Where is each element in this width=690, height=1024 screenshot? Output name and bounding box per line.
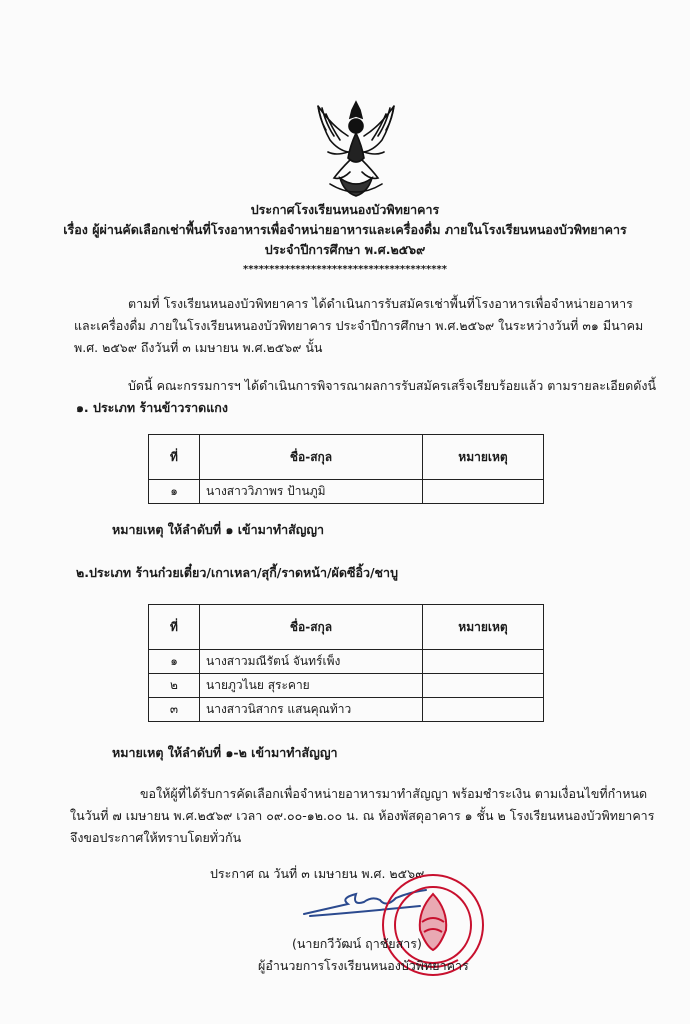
table-row xyxy=(149,480,544,504)
row-name: นายภูวไนย สุระคาย xyxy=(200,674,423,698)
closing-line-3: จึงขอประกาศให้ทราบโดยทั่วกัน xyxy=(70,830,242,845)
section-2-table xyxy=(148,604,544,722)
row-name: นางสาวมณีรัตน์ จันทร์เพ็ง xyxy=(200,650,423,674)
column-header-note: หมายเหตุ xyxy=(423,605,544,650)
section-1-heading: ๑. ประเภท ร้านข้าวราดแกง xyxy=(76,400,228,415)
column-header-name: ชื่อ-สกุล xyxy=(200,435,423,480)
section-2-heading: ๒.ประเภท ร้านก๋วยเตี๋ยว/เกาเหลา/สุกี้/ราดหน้า/ผัดซีอิ้ว/ชาบู xyxy=(76,565,398,580)
section-2-remark-text: หมายเหตุ ให้ลำดับที่ ๑-๒ เข้ามาทำสัญญา xyxy=(112,745,338,760)
row-note xyxy=(423,674,544,698)
closing-line-1: ขอให้ผู้ที่ได้รับการคัดเลือกเพื่อจำหน่ายอาหารมาทำสัญญา พร้อมชำระเงิน ตามเงื่อนไขที่กำหนด xyxy=(140,786,648,801)
section-2-remark xyxy=(112,745,338,761)
announcement-subject: เรื่อง ผู้ผ่านคัดเลือกเช่าพื้นที่โรงอาหารเพื่อจำหน่ายอาหารและเครื่องดื่ม ภายในโรงเรียนหนองบัวพิทยาคาร xyxy=(63,222,627,237)
row-no: ๑ xyxy=(149,650,200,674)
announcement-title: ประกาศโรงเรียนหนองบัวพิทยาคาร xyxy=(250,202,440,217)
signer-name: (นายกวีวัฒน์ ฤาชัยสาร) xyxy=(292,936,422,951)
announcement-year: ประจำปีการศึกษา พ.ศ.๒๕๖๙ xyxy=(264,242,426,257)
row-name: นางสาวนิสากร แสนคุณท้าว xyxy=(200,698,423,722)
section-1-remark-text: หมายเหตุ ให้ลำดับที่ ๑ เข้ามาทำสัญญา xyxy=(112,522,325,537)
table-header-row xyxy=(149,435,544,480)
stars-divider: *************************************** xyxy=(243,264,447,275)
row-no: ๑ xyxy=(149,480,200,504)
table-row xyxy=(149,650,544,674)
announcement-date: ประกาศ ณ วันที่ ๓ เมษายน พ.ศ. ๒๕๖๙ xyxy=(210,866,425,881)
row-note xyxy=(423,650,544,674)
table-row xyxy=(149,674,544,698)
signer-position: ผู้อำนวยการโรงเรียนหนองบัวพิทยาคาร xyxy=(258,958,469,973)
row-no: ๒ xyxy=(149,674,200,698)
row-no: ๓ xyxy=(149,698,200,722)
column-header-name: ชื่อ-สกุล xyxy=(200,605,423,650)
column-header-no: ที่ xyxy=(149,435,200,480)
section-1-remark xyxy=(112,522,324,538)
paragraph-2: บัดนี้ คณะกรรมการฯ ได้ดำเนินการพิจารณาผลการรับสมัครเสร็จเรียบร้อยแล้ว ตามรายละเอียดดังนี้ xyxy=(128,378,657,393)
table-header-row xyxy=(149,605,544,650)
paragraph-1-line-3: พ.ศ. ๒๕๖๙ ถึงวันที่ ๓ เมษายน พ.ศ.๒๕๖๙ นั้น xyxy=(74,340,323,355)
column-header-note: หมายเหตุ xyxy=(423,435,544,480)
column-header-no: ที่ xyxy=(149,605,200,650)
garuda-emblem-icon xyxy=(310,96,402,200)
section-1-table xyxy=(148,434,544,504)
row-note xyxy=(423,480,544,504)
row-name: นางสาววิภาพร ป้านภูมิ xyxy=(200,480,423,504)
paragraph-1-line-2: และเครื่องดื่ม ภายในโรงเรียนหนองบัวพิทยาคาร ประจำปีการศึกษา พ.ศ.๒๕๖๙ ในระหว่างวันที่ ๓๑ มีนาคม xyxy=(74,318,644,333)
closing-line-2: ในวันที่ ๗ เมษายน พ.ศ.๒๕๖๙ เวลา ๐๙.๐๐-๑๒.๐๐ น. ณ ห้องพัสดุอาคาร ๑ ชั้น ๒ โรงเรียนหนองบัวพิทยาคาร xyxy=(70,808,655,823)
row-note xyxy=(423,698,544,722)
paragraph-1-line-1: ตามที่ โรงเรียนหนองบัวพิทยาคาร ได้ดำเนินการรับสมัครเช่าพื้นที่โรงอาหารเพื่อจำหน่ายอาหาร xyxy=(128,296,633,311)
table-row xyxy=(149,698,544,722)
